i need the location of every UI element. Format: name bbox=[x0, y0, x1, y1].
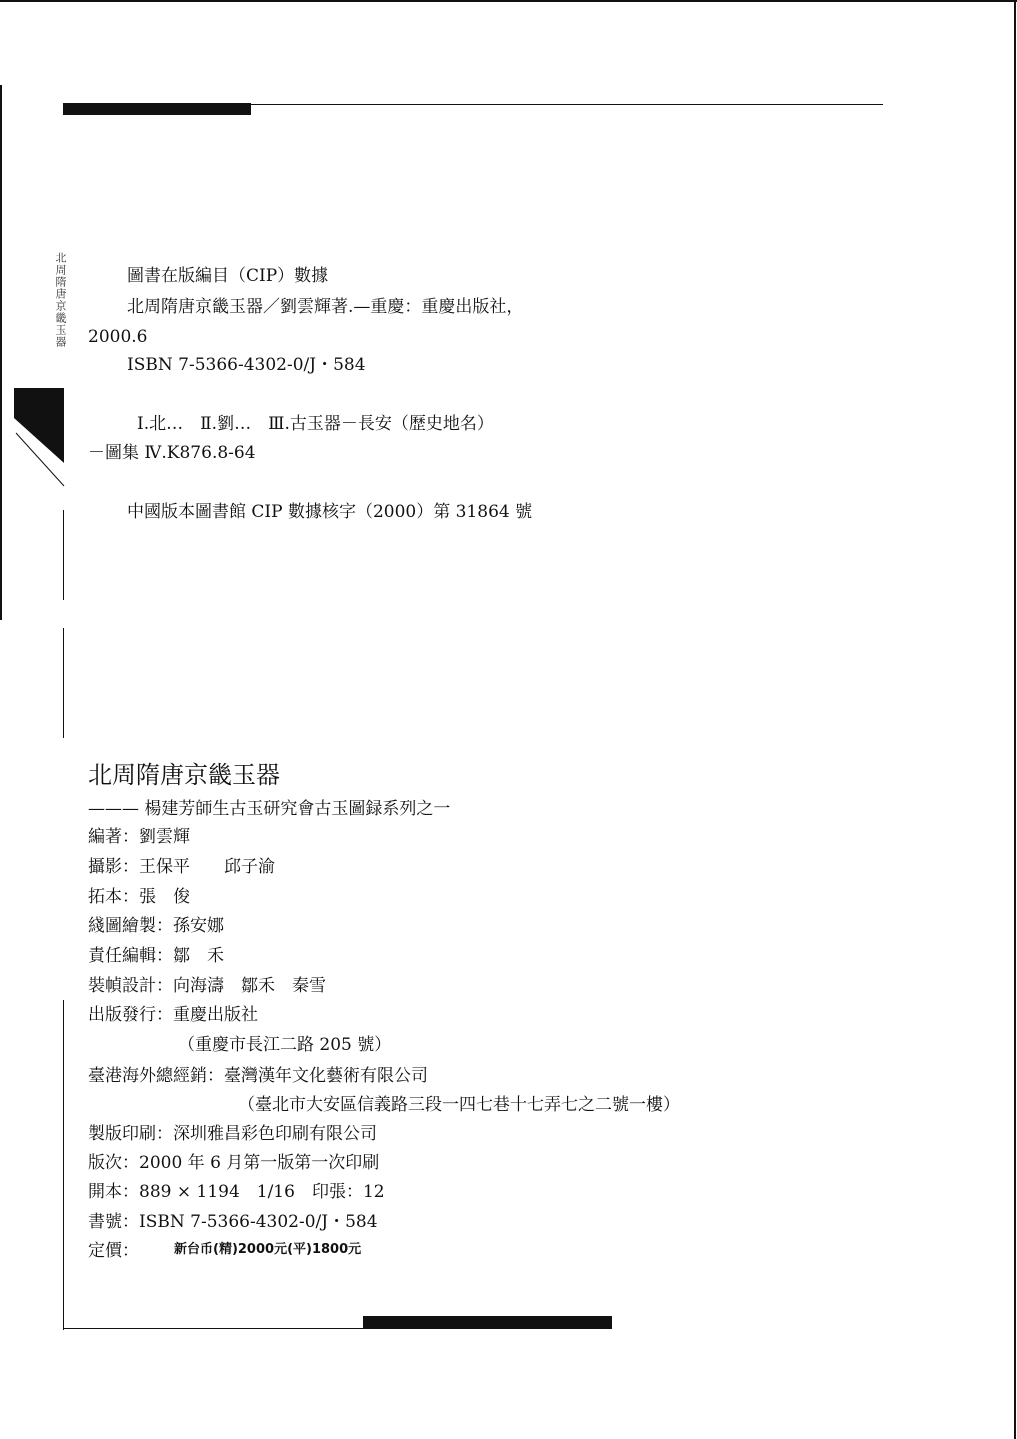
left-rule-lower bbox=[63, 1000, 64, 1330]
book-title: 北周隋唐京畿玉器 bbox=[88, 761, 280, 789]
top-thin-rule bbox=[251, 104, 883, 105]
credit-row: 裝幀設計：向海濤 鄒禾 秦雪 bbox=[88, 976, 326, 996]
distributor-address: （臺北市大安區信義路三段一四七巷十七弄七之二號一樓） bbox=[238, 1095, 680, 1115]
credit-row: 攝影：王保平 邱子渝 bbox=[88, 857, 275, 877]
spine-title: 北周隋唐京畿玉器 bbox=[54, 252, 67, 348]
print-row: 版次：2000 年 6 月第一版第一次印刷 bbox=[88, 1153, 380, 1173]
credit-row: 責任編輯：鄒 禾 bbox=[88, 946, 224, 966]
left-rule-mid bbox=[63, 628, 64, 738]
cip-record: 中國版本圖書館 CIP 數據核字（2000）第 31864 號 bbox=[127, 502, 533, 522]
cip-line1: 北周隋唐京畿玉器／劉雲輝著.—重慶：重慶出版社， bbox=[127, 297, 524, 317]
credit-row: 拓本：張 俊 bbox=[88, 887, 190, 907]
bottom-thick-rule bbox=[363, 1316, 612, 1329]
page-left-edge bbox=[0, 85, 2, 620]
cip-subjects2: －圖集 Ⅳ.K876.8-64 bbox=[88, 443, 256, 463]
bottom-thin-rule bbox=[63, 1328, 363, 1329]
print-row: 書號：ISBN 7-5366-4302-0/J・584 bbox=[88, 1212, 378, 1232]
page-top-edge bbox=[0, 0, 1017, 2]
print-row: 開本：889 × 1194 1/16 印張：12 bbox=[88, 1182, 385, 1202]
left-rule-upper bbox=[63, 510, 64, 600]
credit-row: 出版發行：重慶出版社 bbox=[88, 1005, 258, 1025]
cip-heading: 圖書在版編目（CIP）數據 bbox=[127, 266, 329, 286]
price-value: 新台币(精)2000元(平)1800元 bbox=[174, 1242, 362, 1257]
cip-isbn: ISBN 7-5366-4302-0/J・584 bbox=[127, 355, 366, 375]
credit-row: 編著：劉雲輝 bbox=[88, 827, 190, 847]
credit-row: 綫圖繪製：孫安娜 bbox=[88, 916, 224, 936]
book-subtitle: ——— 楊建芳師生古玉研究會古玉圖録系列之一 bbox=[88, 799, 451, 819]
publisher-address: （重慶市長江二路 205 號） bbox=[178, 1035, 392, 1055]
cip-line2: 2000.6 bbox=[88, 327, 148, 347]
page-right-edge bbox=[1014, 0, 1016, 1439]
print-row: 製版印刷：深圳雅昌彩色印刷有限公司 bbox=[88, 1124, 377, 1144]
corner-mark bbox=[14, 388, 70, 498]
cip-subjects1: Ⅰ.北… Ⅱ.劉… Ⅲ.古玉器－長安（歷史地名） bbox=[137, 414, 494, 434]
distributor-row: 臺港海外總經銷：臺灣漢年文化藝術有限公司 bbox=[88, 1066, 428, 1086]
price-label: 定價： bbox=[88, 1241, 139, 1261]
top-thick-rule bbox=[63, 103, 251, 115]
